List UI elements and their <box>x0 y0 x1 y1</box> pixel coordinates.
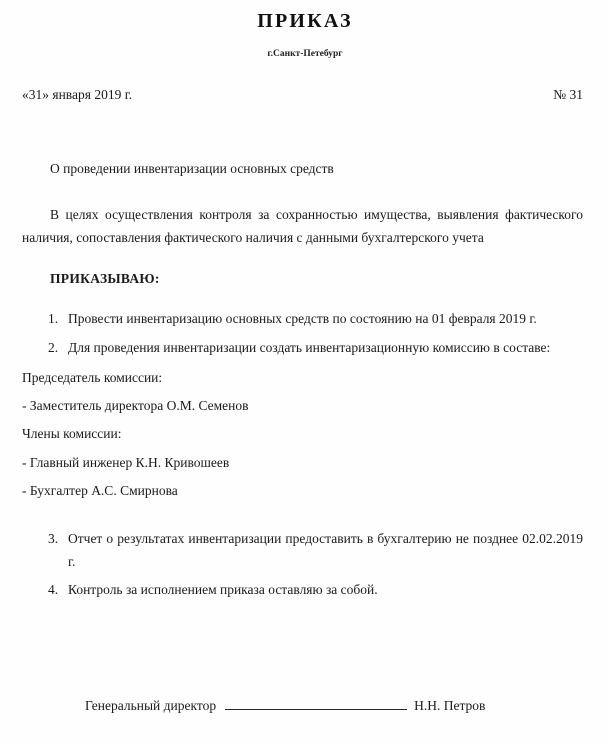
document-city: г.Санкт-Петебург <box>267 49 343 59</box>
order-heading: ПРИКАЗЫВАЮ: <box>50 271 160 287</box>
order-items-list-part-two <box>22 507 583 602</box>
document-title: ПРИКАЗ <box>257 10 353 32</box>
commission-chairman-label: Председатель комиссии: <box>22 369 163 385</box>
order-item-text: Контроль за исполнением приказа оставляю за собой. <box>68 582 378 598</box>
commission-chairman: - Заместитель директора О.М. Семенов <box>22 398 249 414</box>
signature-line <box>225 698 407 710</box>
order-item-text: Отчет о результатах инвентаризации предоставить в бухгалтерию не позднее 02.02.2019 г. <box>68 530 583 570</box>
document-intro-paragraph: В целях осуществления контроля за сохранностью имущества, выявления фактического наличия, сопоставления фактического наличия с данными бухгалтерского учета <box>22 207 583 246</box>
commission-member: - Бухгалтер А.С. Смирнова <box>22 482 178 498</box>
order-items-list-part-one <box>22 287 583 358</box>
order-item <box>22 578 583 601</box>
order-item <box>22 336 583 359</box>
signature-position: Генеральный директор <box>85 698 217 713</box>
order-item-text: Провести инвентаризацию основных средств по состоянию на 01 февраля 2019 г. <box>68 311 537 327</box>
document-meta-row <box>0 59 610 103</box>
document-date: «31» января 2019 г. <box>22 87 133 102</box>
signature-name: Н.Н. Петров <box>414 698 486 713</box>
commission-members-label: Члены комиссии: <box>22 426 122 442</box>
order-item-number: 2. <box>48 339 59 355</box>
order-item-number: 1. <box>48 311 59 327</box>
order-item-text: Для проведения инвентаризации создать инвентаризационную комиссию в составе: <box>68 339 551 355</box>
commission-block <box>22 364 583 502</box>
signature-block <box>0 698 610 714</box>
order-item-number: 4. <box>48 582 59 598</box>
document-subject: О проведении инвентаризации основных средств <box>50 161 334 176</box>
order-item-number: 3. <box>48 530 59 546</box>
document-number: № 31 <box>553 87 583 102</box>
commission-member: - Главный инженер К.Н. Кривошеев <box>22 454 230 470</box>
document-body <box>0 103 610 602</box>
order-item <box>22 527 583 573</box>
order-item <box>22 307 583 330</box>
